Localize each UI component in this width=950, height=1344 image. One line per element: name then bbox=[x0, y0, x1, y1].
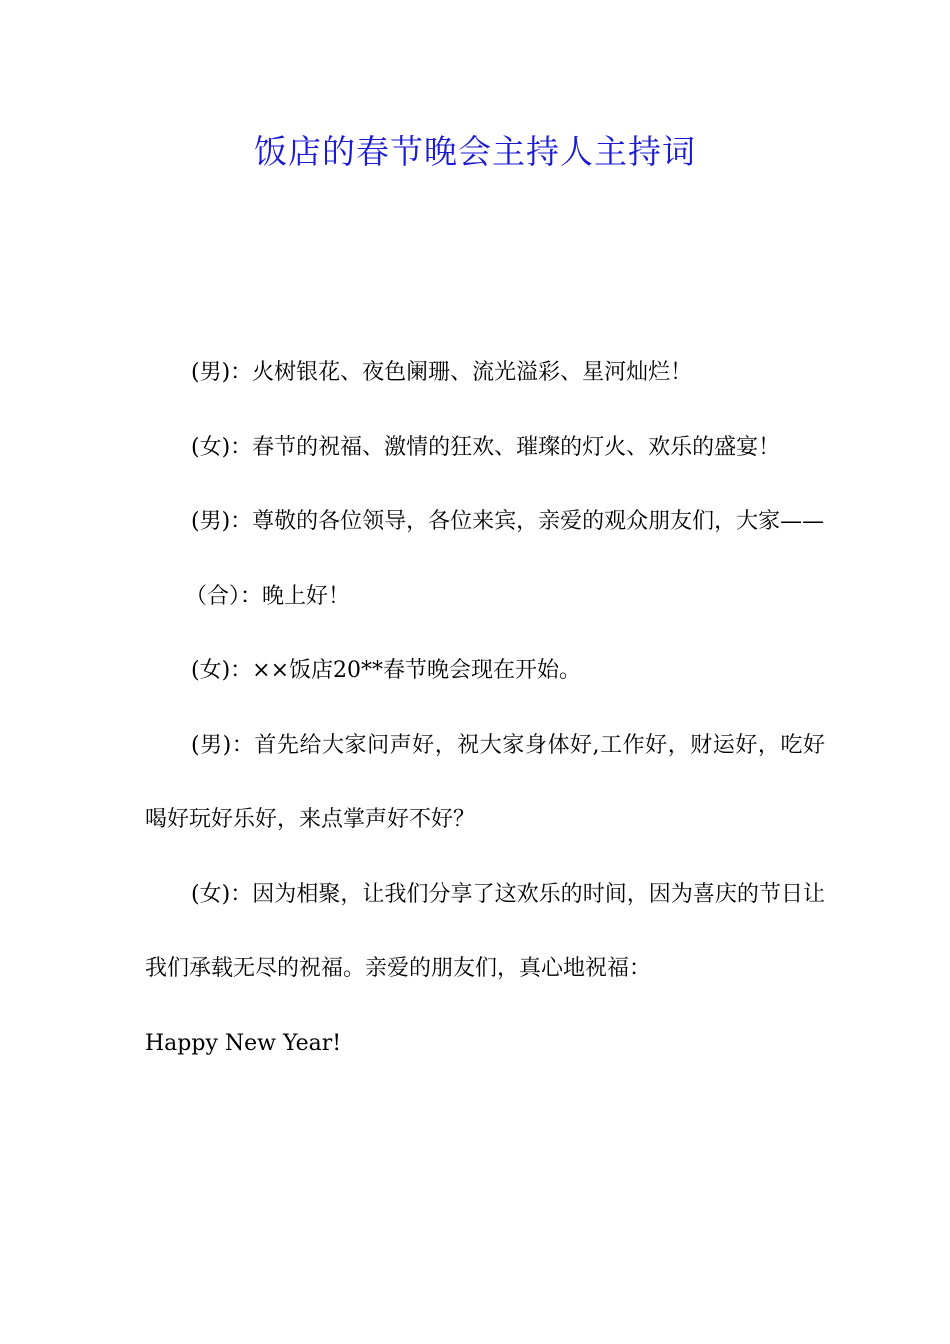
dialogue-paragraph: (女)：××饭店20**春节晚会现在开始。 bbox=[191, 658, 582, 683]
dialogue-paragraph: (女)：因为相聚，让我们分享了这欢乐的时间，因为喜庆的节日让我们承载无尽的祝福。亲爱的朋友们，真心地祝福： bbox=[145, 881, 825, 981]
document-title: 饭店的春节晚会主持人主持词 bbox=[254, 132, 696, 171]
dialogue-paragraph: (女)：春节的祝福、激情的狂欢、璀璨的灯火、欢乐的盛宴！ bbox=[191, 434, 781, 460]
dialogue-paragraph: （合）：晚上好！ bbox=[185, 583, 351, 609]
dialogue-paragraph: Happy New Year! bbox=[145, 1030, 342, 1056]
dialogue-paragraph: (男)：火树银花、夜色阑珊、流光溢彩、星河灿烂！ bbox=[191, 360, 693, 385]
document-body bbox=[145, 336, 825, 1081]
dialogue-paragraph: (男)：首先给大家问声好，祝大家身体好,工作好，财运好，吃好喝好玩好乐好，来点掌声好不好？ bbox=[145, 732, 825, 832]
dialogue-paragraph: (男)：尊敬的各位领导，各位来宾，亲爱的观众朋友们，大家—— bbox=[191, 509, 825, 534]
